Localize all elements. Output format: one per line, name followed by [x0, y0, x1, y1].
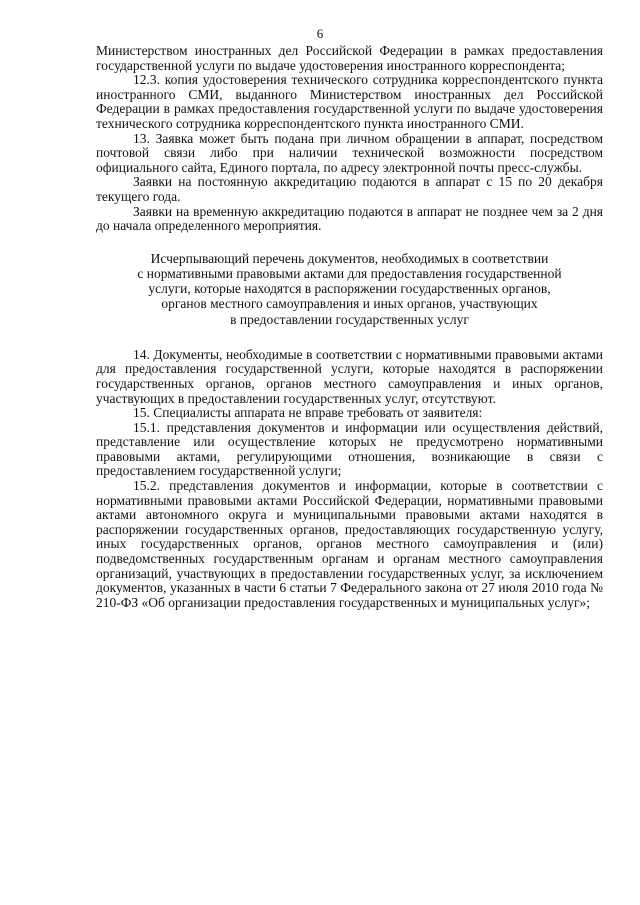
paragraph-15-2: 15.2. представления документов и информации, которые в соответствии с нормативными правовыми актами Российской Федерации, нормативными правовыми актами автономного округа и муниципальными правовыми актами находятся в распоряжении государственных органов, предоставляющих государственную услугу, иных государственных органов, органов местного самоуправления и (или) подведомственных государственным органам и органам местного самоуправления организаций, участвующих в предоставлении государственных услуг, за исключением документов, указанных в части 6 статьи 7 Федерального закона от 27 июля 2010 года № 210-ФЗ «Об организации предоставления государственных и муниципальных услуг»;: [96, 478, 603, 610]
paragraph-14: 14. Документы, необходимые в соответствии с нормативными правовыми актами для предоставления государственной услуги, которые находятся в распоряжении государственных органов, органов местного самоуправления и иных органов, участвующих в предоставлении государственных услуг, отсутствуют.: [96, 346, 603, 406]
section-heading: [96, 251, 603, 327]
paragraph-15-1: 15.1. представления документов и информации или осуществления действий, представление или осуществление которых не предусмотрено нормативными правовыми актами, регулирующими отношения, возникающие в связи с предоставлением государственной услуги;: [96, 419, 603, 479]
spacer: [96, 327, 603, 348]
page-number: 6: [316, 26, 324, 41]
paragraph-permanent-accreditation: Заявки на постоянную аккредитацию подаются в аппарат с 15 по 20 декабря текущего года.: [96, 174, 603, 204]
paragraph-temporary-accreditation: Заявки на временную аккредитацию подаются в аппарат не позднее чем за 2 дня до начала определенного мероприятия.: [96, 203, 603, 234]
section-heading-line: органов местного самоуправления и иных органов, участвующих: [161, 296, 538, 312]
section-heading-line: в предоставлении государственных услуг: [230, 311, 469, 327]
paragraph-15: 15. Специалисты аппарата не вправе требовать от заявителя:: [133, 405, 483, 421]
section-heading-line: с нормативными правовыми актами для предоставления государственной: [137, 265, 562, 281]
spacer: [96, 234, 603, 251]
paragraph-13: 13. Заявка может быть подана при личном обращении в аппарат, посредством почтовой связи либо при наличии технической возможности посредством официального сайта, Единого портала, по адресу электронной почты пресс-службы.: [96, 130, 603, 175]
document-body: [96, 44, 603, 610]
section-heading-line: Исчерпывающий перечень документов, необходимых в соответствии: [150, 250, 549, 266]
section-heading-line: услуги, которые находятся в распоряжении государственных органов,: [148, 281, 551, 297]
paragraph-12-3: 12.3. копия удостоверения технического сотрудника корреспондентского пункта иностранного СМИ, выданного Министерством иностранных дел Российской Федерации в рамках предоставления государственной услуги по выдаче удостоверения технического сотрудника корреспондентского пункта иностранного СМИ.: [96, 72, 603, 131]
paragraph-mfa-continuation: Министерством иностранных дел Российской Федерации в рамках предоставления государственной услуги по выдаче удостоверения иностранного корреспондента;: [96, 43, 603, 73]
